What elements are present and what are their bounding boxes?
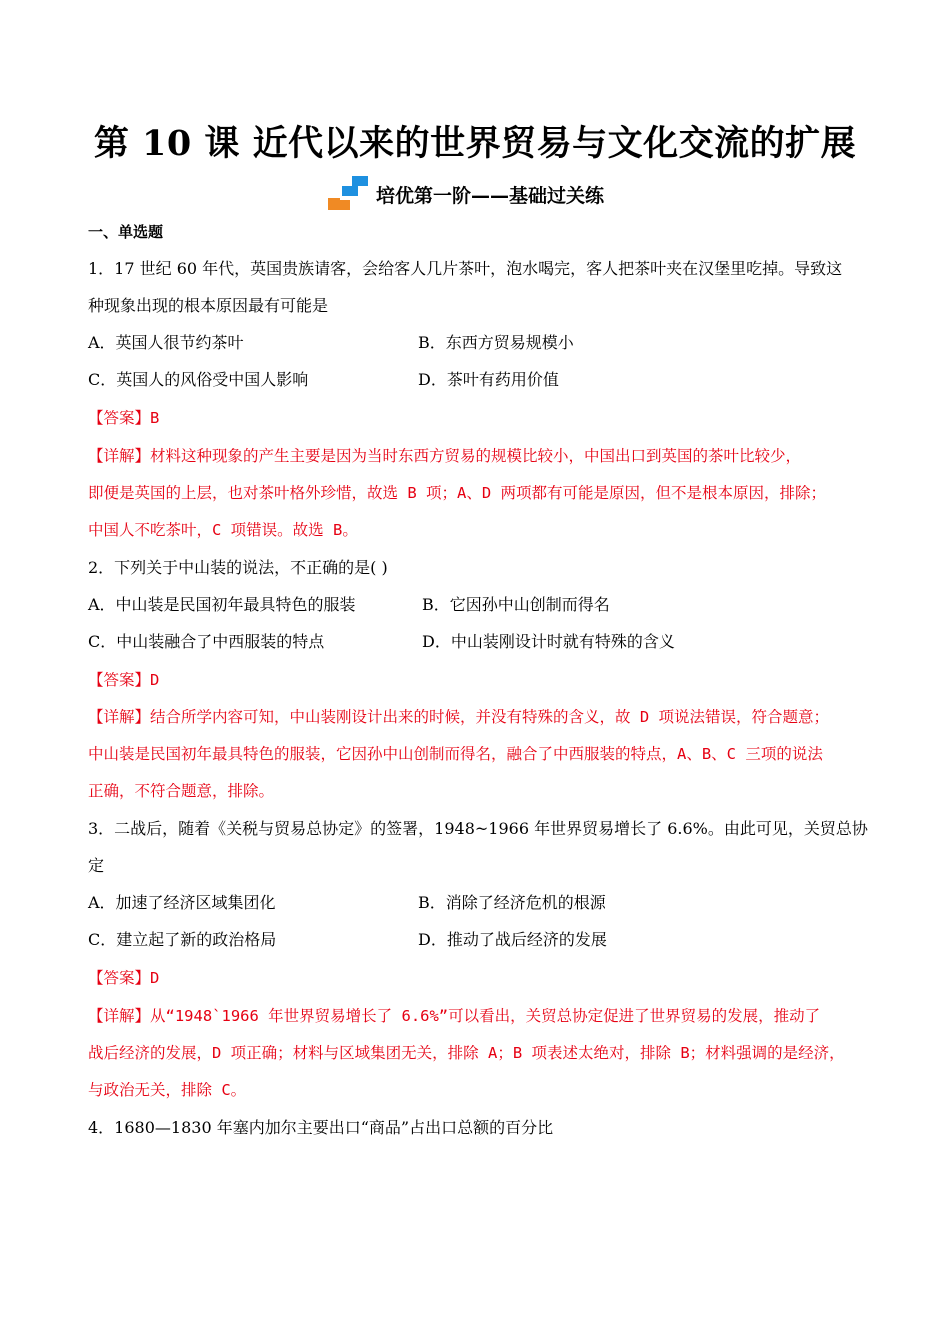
lesson-title: 第 10 课 近代以来的世界贸易与文化交流的扩展 [93, 123, 857, 164]
subtitle-label: 培优第一阶——基础过关练 [376, 184, 605, 207]
q2-detail-line2: 中山装是民国初年最具特色的服装，它因孙中山创制而得名，融合了中西服装的特点，A、B、C 三项的说法 [88, 745, 823, 763]
q1-answer: 【答案】B [88, 409, 160, 427]
stairs-icon [328, 176, 372, 212]
q1-detail-line1: 【详解】材料这种现象的产生主要是因为当时东西方贸易的规模比较小，中国出口到英国的茶叶比较少， [88, 447, 802, 465]
q2-option-a: A．中山装是民国初年最具特色的服装 [88, 595, 356, 614]
q1-option-b: B．东西方贸易规模小 [418, 333, 574, 352]
q3-detail-line2: 战后经济的发展，D 项正确；材料与区域集团无关，排除 A；B 项表述太绝对，排除 B；材料强调的是经济， [88, 1044, 845, 1062]
q1-detail-line2: 即便是英国的上层，也对茶叶格外珍惜，故选 B 项；A、D 两项都有可能是原因，但不是根本原因，排除； [88, 484, 826, 502]
section-heading: 一、单选题 [88, 223, 164, 241]
q2-stem-line1: 2．下列关于中山装的说法，不正确的是( ) [88, 558, 388, 577]
q2-option-d: D．中山装刚设计时就有特殊的含义 [422, 632, 675, 651]
q3-answer: 【答案】D [88, 969, 160, 987]
q3-stem-line2: 定 [88, 856, 105, 875]
q2-option-b: B．它因孙中山创制而得名 [422, 595, 610, 614]
subtitle-row [328, 176, 604, 212]
q3-option-d: D．推动了战后经济的发展 [418, 930, 607, 949]
q3-option-b: B．消除了经济危机的根源 [418, 893, 606, 912]
q3-option-a: A．加速了经济区域集团化 [88, 893, 276, 912]
q2-detail-line1: 【详解】结合所学内容可知，中山装刚设计出来的时候，并没有特殊的含义，故 D 项说法错误，符合题意； [88, 708, 829, 726]
q4-stem-line1: 4．1680—1830 年塞内加尔主要出口“商品”占出口总额的百分比 [88, 1118, 554, 1137]
q1-stem-line2: 种现象出现的根本原因最有可能是 [88, 296, 329, 315]
q1-option-c: C．英国人的风俗受中国人影响 [88, 370, 309, 389]
q1-option-d: D．茶叶有药用价值 [418, 370, 559, 389]
q3-stem-line1: 3．二战后，随着《关税与贸易总协定》的签署，1948~1966 年世界贸易增长了 6.6%。由此可见，关贸总协 [88, 819, 868, 838]
q3-detail-line3: 与政治无关，排除 C。 [88, 1081, 247, 1099]
q1-option-a: A．英国人很节约茶叶 [88, 333, 244, 352]
q1-stem-line1: 1．17 世纪 60 年代，英国贵族请客，会给客人几片茶叶，泡水喝完，客人把茶叶夹在汉堡里吃掉。导致这 [88, 259, 843, 278]
q2-detail-line3: 正确，不符合题意，排除。 [88, 782, 275, 800]
q2-option-c: C．中山装融合了中西服装的特点 [88, 632, 325, 651]
q2-answer: 【答案】D [88, 671, 160, 689]
q1-detail-line3: 中国人不吃茶叶，C 项错误。故选 B。 [88, 521, 358, 539]
q3-detail-line1: 【详解】从“1948`1966 年世界贸易增长了 6.6%”可以看出，关贸总协定促进了世界贸易的发展，推动了 [88, 1007, 821, 1025]
q3-option-c: C．建立起了新的政治格局 [88, 930, 277, 949]
